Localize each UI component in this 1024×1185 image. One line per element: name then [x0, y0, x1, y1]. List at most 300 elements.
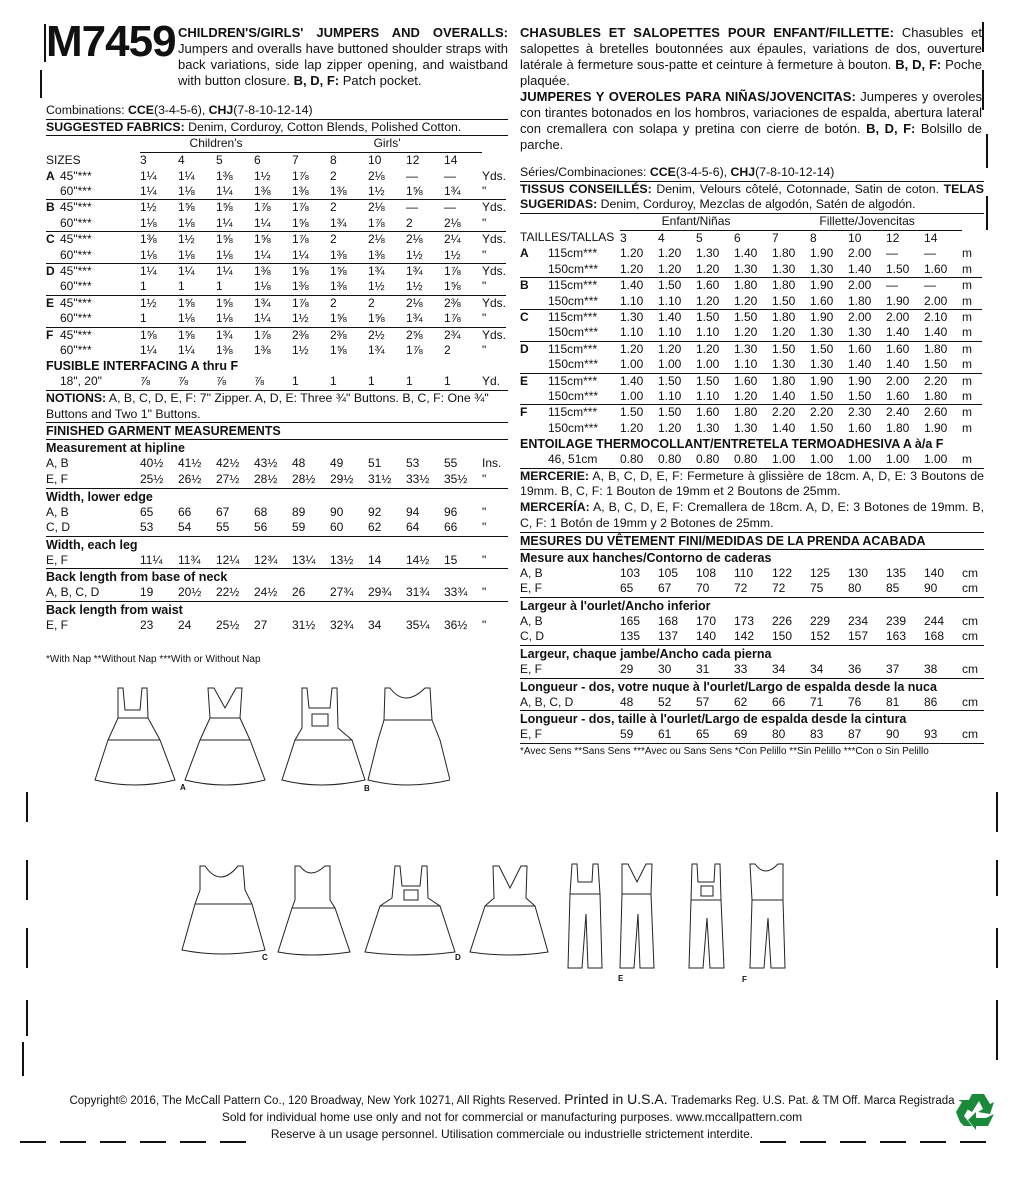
figure-label-e: E [618, 974, 624, 983]
view-letter: F [520, 405, 548, 421]
table-cell: 55 [216, 520, 230, 535]
table-cell: 239 [886, 613, 907, 628]
table-row [520, 629, 982, 645]
comb-chj: CHJ [208, 103, 234, 117]
table-cell: " [482, 552, 487, 567]
tailles-label: TAILLES/TALLAS [520, 230, 615, 245]
table-row [520, 373, 982, 389]
table-cell: 93 [924, 727, 938, 742]
table-cell: " [482, 247, 487, 262]
table-cell: 29 [620, 661, 634, 676]
table-cell: 2 [330, 168, 337, 183]
mercerie-label: MERCERIE: [520, 468, 590, 483]
figure-label-a: A [180, 783, 186, 792]
table-cell: 168 [658, 613, 679, 628]
table-row [520, 695, 982, 711]
table-cell: 31 [696, 661, 710, 676]
table-cell: m [962, 309, 982, 325]
table-row [46, 343, 506, 358]
table-row [46, 169, 506, 184]
table-cell: " [482, 520, 487, 535]
view-letter: B [520, 278, 548, 294]
table-row [46, 184, 506, 200]
comb-cce: CCE [128, 103, 154, 117]
table-cell: 1⅛ [216, 247, 233, 262]
table-row [46, 279, 506, 295]
table-cell: 2⅛ [368, 200, 406, 216]
size-14: 14 [444, 153, 458, 167]
fr-patch: B, D, F: [895, 57, 942, 72]
table-row [520, 389, 982, 405]
group-girls: Girls' [292, 136, 482, 152]
table-cell: 1⅜ [330, 184, 347, 198]
table-cell: 31½ [292, 618, 316, 633]
table-cell: 1⅞ [292, 295, 330, 311]
table-cell: 2.60 [924, 405, 962, 421]
table-cell: 24½ [254, 585, 278, 600]
table-cell: 49 [330, 456, 344, 471]
table-cell: cm [962, 727, 978, 742]
view-letter: E [46, 295, 60, 311]
table-cell: 90 [924, 581, 938, 596]
registration-mark [996, 860, 998, 896]
es-patch-text: Bolsillo de parche. [520, 121, 982, 152]
view-letter [520, 294, 548, 310]
table-cell: 65 [620, 581, 634, 596]
table-cell: cm [962, 661, 978, 676]
view-letter: D [520, 341, 548, 357]
table-cell: 1.40 [620, 278, 658, 294]
fabric-width: 150cm*** [548, 388, 599, 403]
table-cell: 1⅛ [140, 247, 157, 262]
table-cell: 30 [658, 661, 672, 676]
table-cell: Yds. [482, 168, 506, 183]
view-letter: A [520, 246, 529, 261]
table-cell: 1⅝ [330, 311, 347, 326]
table-cell: 1.20 [772, 325, 796, 340]
table-cell: 1.90 [924, 420, 948, 435]
table-cell: 1⅞ [292, 232, 330, 248]
table-cell: cm [962, 613, 978, 628]
registration-mark [986, 134, 988, 168]
table-cell: 92 [368, 504, 382, 519]
right-yardage-rows [520, 246, 982, 436]
table-row [46, 311, 506, 327]
table-cell: 1.80 [924, 341, 962, 357]
table-cell: 20½ [178, 585, 202, 600]
table-cell: 1⅜ [254, 343, 271, 358]
table-cell: " [482, 279, 487, 294]
measure-table [46, 456, 506, 487]
table-row [520, 727, 982, 743]
table-cell: 1.00 [620, 388, 644, 403]
copyright-text: Copyright© 2016, The McCall Pattern Co., 120 Broadway, New York 10271, All Rights Reserved. [69, 1095, 561, 1107]
figure-label-b: B [364, 784, 370, 793]
usage-line-fr: Reserve à un usage personnel. Utilisation commerciale ou industrielle strictement interdite. [270, 1127, 754, 1141]
combinations-label: Combinations: [46, 103, 125, 117]
table-cell: 67 [216, 504, 230, 519]
size-10: 10 [368, 153, 382, 167]
table-cell: m [962, 261, 972, 276]
table-row [46, 200, 506, 216]
table-cell: 2⅛ [406, 232, 444, 248]
table-cell: 1.00 [658, 357, 682, 372]
table-row [46, 618, 506, 634]
crop-mark [920, 1141, 946, 1143]
registration-mark [982, 22, 984, 52]
fabric-width: 60"*** [60, 215, 92, 230]
crop-mark [20, 1141, 46, 1143]
fabric-width: 150cm*** [548, 325, 599, 340]
table-cell: 11¾ [178, 552, 201, 567]
table-cell: 1¼ [254, 311, 271, 326]
table-cell: 1.90 [886, 293, 910, 308]
view-label: A, B [46, 456, 69, 471]
left-yardage-table [46, 136, 506, 168]
size-12: 12 [406, 153, 420, 167]
table-row [46, 585, 506, 601]
crop-mark [840, 1141, 866, 1143]
view-letter [46, 311, 60, 327]
table-cell: 65 [696, 727, 710, 742]
table-cell: 1.20 [658, 341, 696, 357]
table-cell: 1⅝ [368, 311, 385, 326]
size-3: 3 [620, 230, 627, 245]
table-row [46, 374, 506, 390]
table-cell: m [962, 341, 982, 357]
measure-group-title: Width, each leg [46, 537, 138, 552]
table-cell: 70 [696, 581, 710, 596]
measure-group-title: Longueur - dos, votre nuque à l'ourlet/Largo de espalda desde la nuca [520, 679, 937, 694]
size-8: 8 [810, 230, 817, 245]
table-cell: 140 [696, 629, 717, 644]
view-letter [520, 421, 548, 436]
registration-mark [996, 1000, 998, 1060]
fabric-width: 45"*** [60, 200, 140, 216]
table-cell: 2⅛ [406, 295, 444, 311]
table-cell: 1⅝ [216, 295, 254, 311]
table-cell: 135 [620, 629, 641, 644]
table-row [520, 325, 982, 341]
table-cell: 1.40 [924, 325, 948, 340]
suggested-fabrics [46, 120, 508, 136]
table-cell: 1.30 [620, 309, 658, 325]
table-cell: 94 [406, 504, 420, 519]
table-cell: — [444, 168, 456, 183]
comb-fr-cce-sizes: (3-4-5-6), [675, 165, 728, 179]
table-cell: 1¾ [406, 311, 423, 326]
table-cell: — [406, 168, 418, 183]
table-cell: 1.20 [696, 293, 720, 308]
copyright-line [0, 1091, 1024, 1110]
table-cell: 2½ [368, 327, 406, 343]
table-cell: 1½ [178, 232, 216, 248]
table-row [520, 614, 982, 630]
table-cell: Yds. [482, 264, 506, 279]
measure-group-title: Largeur à l'ourlet/Ancho inferior [520, 598, 711, 613]
group-fillette: Fillette/Jovencitas [772, 214, 962, 230]
table-cell: 1.80 [734, 278, 772, 294]
table-cell: 1.80 [772, 278, 810, 294]
table-cell: 2 [368, 295, 406, 311]
pattern-description [178, 25, 508, 89]
table-cell: 1⅝ [292, 264, 330, 280]
table-cell: 67 [658, 581, 672, 596]
crop-mark [960, 1141, 986, 1143]
table-cell: 2⅛ [444, 215, 461, 230]
size-6: 6 [734, 230, 741, 245]
es-desc: Jumperes y overoles con tirantes botonados en los hombros, variaciones de espalda, abertura lateral con cremallera con solapa y pretina con cierre de botón. [520, 89, 982, 136]
table-row [520, 566, 982, 582]
size-8: 8 [330, 153, 337, 167]
table-cell: 1¼ [292, 247, 309, 262]
table-cell: 1.00 [810, 452, 834, 467]
table-cell: 1.40 [772, 388, 796, 403]
fr-title: CHASUBLES ET SALOPETTES POUR ENFANT/FILLETTE: [520, 25, 894, 40]
table-cell: 1.40 [772, 420, 796, 435]
table-cell: 1.60 [886, 388, 910, 403]
size-12: 12 [886, 230, 900, 245]
table-cell: 15 [444, 552, 458, 567]
table-cell: 1.20 [734, 388, 758, 403]
table-cell: 1.50 [734, 309, 772, 325]
measure-table [520, 614, 982, 645]
table-cell: 53 [140, 520, 154, 535]
table-cell: 1.60 [734, 373, 772, 389]
table-cell: 1.50 [696, 309, 734, 325]
table-cell: 1.90 [848, 373, 886, 389]
table-cell: 2¾ [444, 327, 482, 343]
table-cell: 42½ [216, 456, 240, 471]
table-cell: 2⅝ [406, 327, 444, 343]
table-cell: 1¼ [140, 264, 178, 280]
size-5: 5 [216, 153, 223, 167]
comb-fr-cce: CCE [649, 165, 676, 179]
table-cell: 152 [810, 629, 831, 644]
entoilage-label: ENTOILAGE THERMOCOLLANT/ENTRETELA TERMOADHESIVA A à/a F [520, 437, 944, 452]
telas-text: Denim, Corduroy, Mezclas de algodón, Satén de algodón. [600, 197, 916, 212]
view-letter [520, 357, 548, 373]
registration-mark [982, 70, 984, 110]
overalls-figure-e-back [620, 864, 654, 968]
table-cell: 62 [734, 694, 748, 709]
table-cell: 37 [886, 661, 900, 676]
table-cell: " [482, 184, 487, 198]
dress-figure-a-back [185, 688, 265, 785]
dress-figure-d-front [365, 866, 455, 955]
table-cell: 170 [696, 613, 717, 628]
usage-line-en: Sold for individual home use only and not for commercial or manufacturing purposes. www.mccallpattern.com [221, 1110, 803, 1124]
table-cell: 19 [140, 585, 154, 600]
table-row [46, 553, 506, 569]
table-cell: 57 [696, 694, 710, 709]
table-cell: 1⅝ [178, 200, 216, 216]
table-cell: 22½ [216, 585, 240, 600]
notions-text: A, B, C, D, E, F: 7" Zipper. A, D, E: Three ¾" Buttons. B, C, F: One ¾" Buttons and Two 1" Buttons. [46, 391, 489, 421]
table-cell: 2.00 [848, 246, 872, 261]
table-cell: 1.20 [620, 420, 644, 435]
table-cell: m [962, 325, 972, 340]
size-10: 10 [848, 230, 862, 245]
table-cell: m [962, 357, 972, 372]
measure-table [46, 618, 506, 634]
table-cell: 85 [886, 581, 900, 596]
table-cell: 1.50 [772, 293, 796, 308]
fr-desc: Chasubles et salopettes à bretelles boutonnées aux épaules, variations de dos, ouverture latérale à fermeture sous-patte et ceinture à fermeture à bouton. [520, 25, 982, 72]
table-cell: 36½ [444, 618, 468, 633]
table-row [46, 327, 506, 343]
table-cell: 60 [330, 520, 344, 535]
table-cell: m [962, 388, 972, 403]
table-cell: 1¼ [216, 264, 254, 280]
table-cell: 1.10 [734, 357, 758, 372]
table-cell: 59 [620, 727, 634, 742]
crop-mark [880, 1141, 906, 1143]
table-cell: 1.30 [810, 261, 834, 276]
table-cell: 33¾ [444, 585, 468, 600]
table-cell: 41½ [178, 456, 202, 471]
dress-figure-b-back [368, 688, 450, 785]
table-cell: 1 [368, 374, 375, 389]
figure-views-c-f [170, 860, 810, 980]
table-cell: 2⅛ [368, 232, 406, 248]
table-cell: 173 [734, 613, 755, 628]
fabric-width: 45"*** [60, 295, 140, 311]
table-cell: 35¼ [406, 618, 430, 633]
table-cell: 26½ [178, 472, 202, 487]
table-cell: 2 [330, 295, 368, 311]
table-cell: 0.80 [620, 452, 644, 467]
comb-fr-chj: CHJ [730, 165, 756, 179]
table-cell: 1.50 [886, 261, 910, 276]
figure-label-c: C [262, 953, 268, 962]
table-cell: 1⅞ [292, 168, 309, 183]
table-cell: 130 [848, 565, 869, 580]
table-cell: 53 [406, 456, 420, 471]
table-cell: 13½ [330, 552, 354, 567]
fabric-width: 115cm*** [548, 278, 620, 294]
table-cell: 226 [772, 613, 793, 628]
table-cell: 163 [886, 629, 907, 644]
table-cell: — [886, 246, 898, 261]
table-cell: 1⅝ [140, 327, 178, 343]
view-letter [46, 279, 60, 295]
table-cell: 34 [772, 661, 786, 676]
measure-table [46, 553, 506, 569]
fabric-width: 60"*** [60, 184, 92, 198]
pattern-desc: Jumpers and overalls have buttoned shoulder straps with back variations, side lap zipper opening, and waistband with button closure. [178, 41, 508, 88]
fabric-width: 45"*** [60, 327, 140, 343]
measure-table [520, 695, 982, 711]
table-cell: 64 [406, 520, 420, 535]
table-cell: 1¼ [178, 343, 195, 358]
table-cell: 1.50 [620, 405, 658, 421]
table-row [520, 309, 982, 325]
table-cell: 1⅞ [406, 343, 423, 358]
table-cell: 1⅛ [254, 279, 271, 294]
table-cell: 1.30 [734, 341, 772, 357]
nap-note: *With Nap **Without Nap ***With or Without Nap [46, 653, 261, 665]
registration-mark [22, 1042, 24, 1076]
table-cell: 1.60 [696, 278, 734, 294]
table-cell: 1½ [368, 279, 385, 294]
table-cell: 1.80 [772, 246, 796, 261]
fabric-width: 115cm*** [548, 405, 620, 421]
table-cell: 2 [406, 215, 413, 230]
table-cell: 1⅝ [444, 279, 461, 294]
table-cell: — [406, 200, 444, 216]
table-cell: m [962, 405, 982, 421]
table-cell: 1⅜ [216, 168, 233, 183]
table-cell: " [482, 343, 487, 358]
table-cell: m [962, 452, 972, 467]
table-cell: 1⅝ [178, 295, 216, 311]
mesures-label: MESURES DU VÊTEMENT FINI/MEDIDAS DE LA PRENDA ACABADA [520, 533, 926, 548]
table-cell: 87 [848, 727, 862, 742]
table-cell: Yds. [482, 295, 506, 310]
table-cell: 1¼ [178, 264, 216, 280]
table-cell: cm [962, 565, 978, 580]
table-cell: 1.30 [696, 420, 720, 435]
table-cell: 1⅞ [254, 327, 292, 343]
table-cell: cm [962, 629, 978, 644]
table-cell: 40½ [140, 456, 164, 471]
table-cell: 1.50 [924, 357, 948, 372]
table-cell: 1.90 [810, 278, 848, 294]
table-cell: 12¼ [216, 552, 240, 567]
table-cell: 229 [810, 613, 831, 628]
table-cell: 1 [140, 311, 147, 326]
table-row [46, 264, 506, 280]
table-cell: 1.00 [848, 452, 872, 467]
view-label: C, D [46, 520, 70, 535]
table-row [520, 581, 982, 597]
fabric-width: 60"*** [60, 311, 92, 326]
table-cell: 1.40 [734, 246, 758, 261]
table-cell: Ins. [482, 456, 502, 471]
entoilage-row [520, 452, 982, 468]
table-cell: 1⅛ [216, 311, 233, 326]
table-cell: 2.20 [772, 405, 810, 421]
overalls-figure-e-front [568, 864, 602, 968]
table-row [520, 341, 982, 357]
crop-mark [100, 1141, 126, 1143]
table-cell: 72 [772, 581, 786, 596]
left-column [46, 103, 508, 665]
table-cell: 1 [140, 279, 147, 294]
table-cell: 2 [330, 232, 368, 248]
table-cell: 1.50 [810, 341, 848, 357]
table-cell: 32¾ [330, 618, 354, 633]
table-cell: Yds. [482, 232, 506, 247]
table-cell: 26 [292, 585, 306, 600]
table-cell: 122 [772, 565, 793, 580]
table-cell: 2¼ [444, 232, 482, 248]
table-cell: 2.40 [886, 405, 924, 421]
table-cell: 1¾ [330, 215, 347, 230]
table-cell: 1.10 [620, 293, 644, 308]
view-letter: C [520, 309, 548, 325]
table-cell: 25½ [140, 472, 164, 487]
table-cell: 1.90 [810, 246, 834, 261]
table-cell: 51 [368, 456, 382, 471]
table-cell: 13¼ [292, 552, 316, 567]
fabric-width: 60"*** [60, 247, 92, 262]
table-cell: 1.10 [658, 325, 682, 340]
table-cell: 1⅝ [178, 327, 216, 343]
table-cell: 1.50 [658, 278, 696, 294]
table-cell: ⅞ [216, 374, 227, 389]
